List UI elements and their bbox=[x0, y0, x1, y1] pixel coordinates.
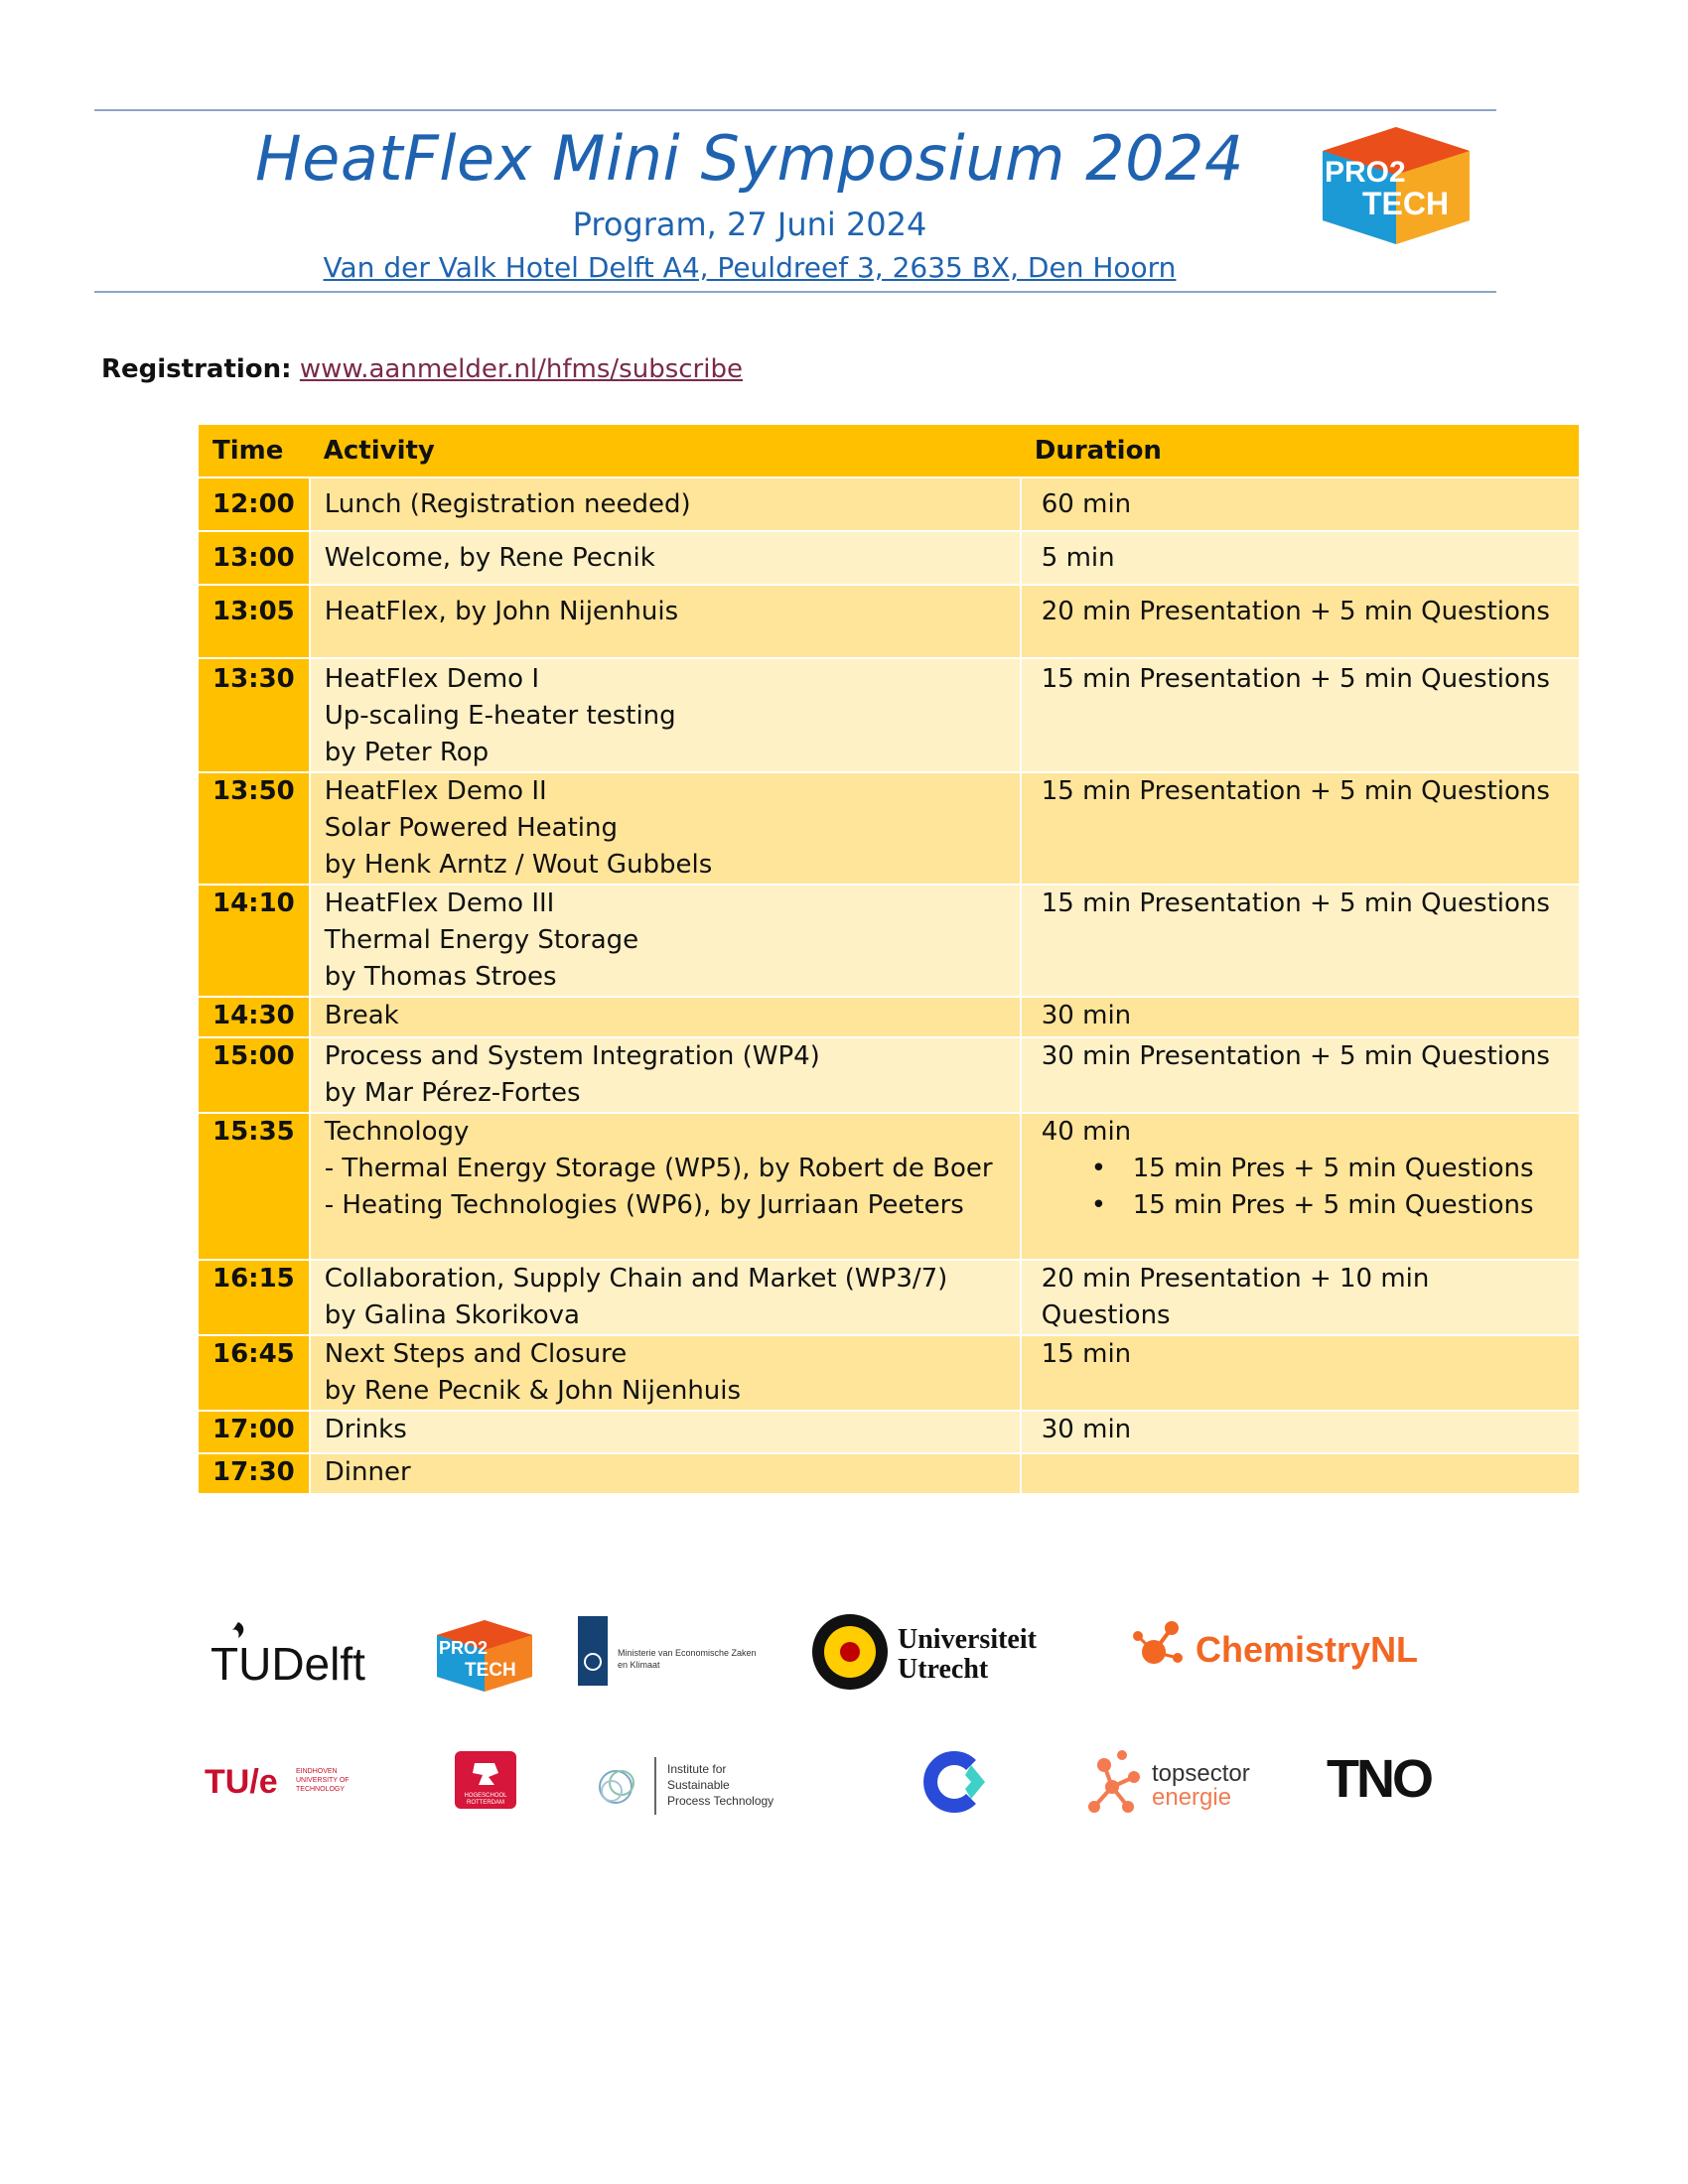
row-duration: 5 min bbox=[1021, 531, 1579, 585]
table-row bbox=[199, 1453, 1579, 1494]
hr-text-1: HOGESCHOOL bbox=[464, 1793, 507, 1799]
energie-text: energie bbox=[1152, 1784, 1232, 1811]
row-duration: 30 min bbox=[1021, 997, 1579, 1037]
tno-logo bbox=[1327, 1749, 1466, 1805]
row-activity bbox=[310, 885, 1021, 997]
protech-logo bbox=[1311, 127, 1481, 244]
topsector-text: topsector bbox=[1152, 1760, 1250, 1787]
table-header-row bbox=[199, 425, 1579, 478]
row-duration bbox=[1021, 1453, 1579, 1494]
activity-line: HeatFlex, by John Nijenhuis bbox=[324, 597, 679, 626]
table-row bbox=[199, 885, 1579, 997]
duration-breakdown bbox=[1042, 1151, 1565, 1224]
row-duration: 20 min Presentation + 10 min Questions bbox=[1021, 1260, 1579, 1335]
row-time: 16:15 bbox=[199, 1260, 310, 1335]
activity-line: by Peter Rop bbox=[324, 738, 490, 767]
tudelft-logo-text: TUDelft bbox=[211, 1638, 365, 1688]
row-duration: 15 min bbox=[1021, 1335, 1579, 1411]
program-date: Program, 27 Juni 2024 bbox=[572, 205, 927, 243]
row-duration: 30 min bbox=[1021, 1411, 1579, 1453]
row-duration: 15 min Presentation + 5 min Questions bbox=[1021, 658, 1579, 772]
ispt-logo bbox=[594, 1753, 792, 1819]
row-time: 15:00 bbox=[199, 1037, 310, 1113]
activity-line: Dinner bbox=[324, 1457, 411, 1487]
activity-line: Technology bbox=[324, 1117, 470, 1147]
ministry-logo bbox=[578, 1616, 767, 1686]
activity-line: HeatFlex Demo III bbox=[324, 888, 555, 918]
activity-line: - Heating Technologies (WP6), by Jurriaan Peeters bbox=[324, 1190, 964, 1220]
row-activity bbox=[310, 658, 1021, 772]
row-time: 14:30 bbox=[199, 997, 310, 1037]
activity-line: HeatFlex Demo II bbox=[324, 776, 547, 806]
row-time: 13:00 bbox=[199, 531, 310, 585]
tue-text: TU/e bbox=[205, 1763, 278, 1801]
row-time: 15:35 bbox=[199, 1113, 310, 1260]
chemistrynl-logo bbox=[1132, 1612, 1440, 1682]
activity-line: - Thermal Energy Storage (WP5), by Robert de Boer bbox=[324, 1154, 993, 1183]
table-row bbox=[199, 658, 1579, 772]
duration-total: 40 min bbox=[1041, 1117, 1132, 1147]
page-title: HeatFlex Mini Symposium 2024 bbox=[255, 122, 1244, 195]
row-time: 12:00 bbox=[199, 478, 310, 531]
activity-line: Drinks bbox=[324, 1415, 407, 1444]
uu-text-2: Utrecht bbox=[898, 1654, 989, 1685]
row-activity bbox=[310, 1113, 1021, 1260]
header-time: Time bbox=[199, 425, 310, 478]
activity-line: Welcome, by Rene Pecnik bbox=[324, 543, 655, 573]
row-time: 13:30 bbox=[199, 658, 310, 772]
header-top-rule bbox=[94, 109, 1496, 111]
ispt-text-3: Process Technology bbox=[667, 1794, 774, 1808]
row-duration: 15 min Presentation + 5 min Questions bbox=[1021, 885, 1579, 997]
tue-logo bbox=[205, 1757, 383, 1801]
table-row bbox=[199, 478, 1579, 531]
activity-line: Process and System Integration (WP4) bbox=[324, 1041, 820, 1071]
row-activity bbox=[310, 1335, 1021, 1411]
row-duration: 30 min Presentation + 5 min Questions bbox=[1021, 1037, 1579, 1113]
activity-line: Solar Powered Heating bbox=[324, 813, 618, 843]
header-activity: Activity bbox=[310, 425, 1021, 478]
activity-line: by Thomas Stroes bbox=[324, 962, 557, 992]
header-duration: Duration bbox=[1021, 425, 1579, 478]
row-activity bbox=[310, 531, 1021, 585]
table-row bbox=[199, 772, 1579, 885]
activity-line: Break bbox=[324, 1001, 399, 1030]
registration-link[interactable]: www.aanmelder.nl/hfms/subscribe bbox=[299, 354, 743, 384]
activity-line: Collaboration, Supply Chain and Market (WP3/7) bbox=[324, 1264, 948, 1294]
table-row bbox=[199, 585, 1579, 658]
hogeschool-rotterdam-logo bbox=[455, 1751, 516, 1809]
utrecht-university-logo bbox=[810, 1610, 1058, 1694]
row-time: 17:30 bbox=[199, 1453, 310, 1494]
activity-line: Up-scaling E-heater testing bbox=[324, 701, 676, 731]
table-row bbox=[199, 1113, 1579, 1260]
tudelft-logo bbox=[211, 1618, 389, 1688]
row-time: 13:05 bbox=[199, 585, 310, 658]
activity-line: Lunch (Registration needed) bbox=[324, 489, 691, 519]
ministry-text-2: en Klimaat bbox=[618, 1660, 660, 1670]
tue-subtext-1: EINDHOVEN bbox=[296, 1768, 338, 1775]
program-table bbox=[199, 425, 1579, 1495]
ispt-text-2: Sustainable bbox=[667, 1778, 730, 1792]
row-activity bbox=[310, 1453, 1021, 1494]
venue-link[interactable]: Van der Valk Hotel Delft A4, Peuldreef 3, 2635 BX, Den Hoorn bbox=[323, 251, 1177, 284]
table-row bbox=[199, 1411, 1579, 1453]
row-duration: 60 min bbox=[1021, 478, 1579, 531]
row-duration bbox=[1021, 1113, 1579, 1260]
row-time: 16:45 bbox=[199, 1335, 310, 1411]
row-activity bbox=[310, 1037, 1021, 1113]
topsector-energie-logo bbox=[1082, 1747, 1281, 1821]
protech-partner-text-2: TECH bbox=[465, 1660, 516, 1681]
row-activity bbox=[310, 772, 1021, 885]
duration-bullet: • 15 min Pres + 5 min Questions bbox=[1091, 1187, 1565, 1224]
tno-text: TNO bbox=[1327, 1749, 1431, 1805]
activity-line: by Mar Pérez-Fortes bbox=[324, 1078, 581, 1108]
protech-partner-text-1: PRO2 bbox=[439, 1638, 489, 1658]
row-time: 13:50 bbox=[199, 772, 310, 885]
registration-label: Registration: bbox=[101, 354, 292, 384]
row-time: 14:10 bbox=[199, 885, 310, 997]
tue-subtext-3: TECHNOLOGY bbox=[296, 1786, 346, 1793]
protech-partner-logo bbox=[433, 1620, 536, 1692]
activity-line: Next Steps and Closure bbox=[324, 1339, 628, 1369]
table-row bbox=[199, 1335, 1579, 1411]
protech-logo-text-2: TECH bbox=[1362, 186, 1450, 221]
row-duration: 15 min Presentation + 5 min Questions bbox=[1021, 772, 1579, 885]
row-time: 17:00 bbox=[199, 1411, 310, 1453]
table-row bbox=[199, 531, 1579, 585]
tue-subtext-2: UNIVERSITY OF bbox=[296, 1777, 350, 1784]
table-row bbox=[199, 997, 1579, 1037]
ispt-text-1: Institute for bbox=[667, 1762, 727, 1776]
uu-text-1: Universiteit bbox=[898, 1624, 1037, 1655]
hr-text-2: ROTTERDAM bbox=[467, 1800, 504, 1806]
header-bottom-rule bbox=[94, 291, 1496, 293]
registration bbox=[101, 351, 743, 387]
activity-line: by Rene Pecnik & John Nijenhuis bbox=[324, 1376, 742, 1406]
activity-line: Thermal Energy Storage bbox=[324, 925, 639, 955]
circular-c-logo bbox=[919, 1749, 989, 1815]
activity-line: by Henk Arntz / Wout Gubbels bbox=[324, 850, 713, 880]
row-activity bbox=[310, 1260, 1021, 1335]
table-row bbox=[199, 1037, 1579, 1113]
row-activity bbox=[310, 997, 1021, 1037]
activity-line: HeatFlex Demo I bbox=[324, 664, 539, 694]
row-duration: 20 min Presentation + 5 min Questions bbox=[1021, 585, 1579, 658]
row-activity bbox=[310, 1411, 1021, 1453]
activity-line: by Galina Skorikova bbox=[324, 1300, 580, 1330]
chemistrynl-text: ChemistryNL bbox=[1196, 1629, 1419, 1670]
protech-logo-text-1: PRO2 bbox=[1325, 156, 1406, 189]
ministry-text-1: Ministerie van Economische Zaken bbox=[618, 1648, 757, 1658]
table-row bbox=[199, 1260, 1579, 1335]
row-activity bbox=[310, 585, 1021, 658]
row-activity bbox=[310, 478, 1021, 531]
duration-bullet: • 15 min Pres + 5 min Questions bbox=[1091, 1151, 1565, 1187]
